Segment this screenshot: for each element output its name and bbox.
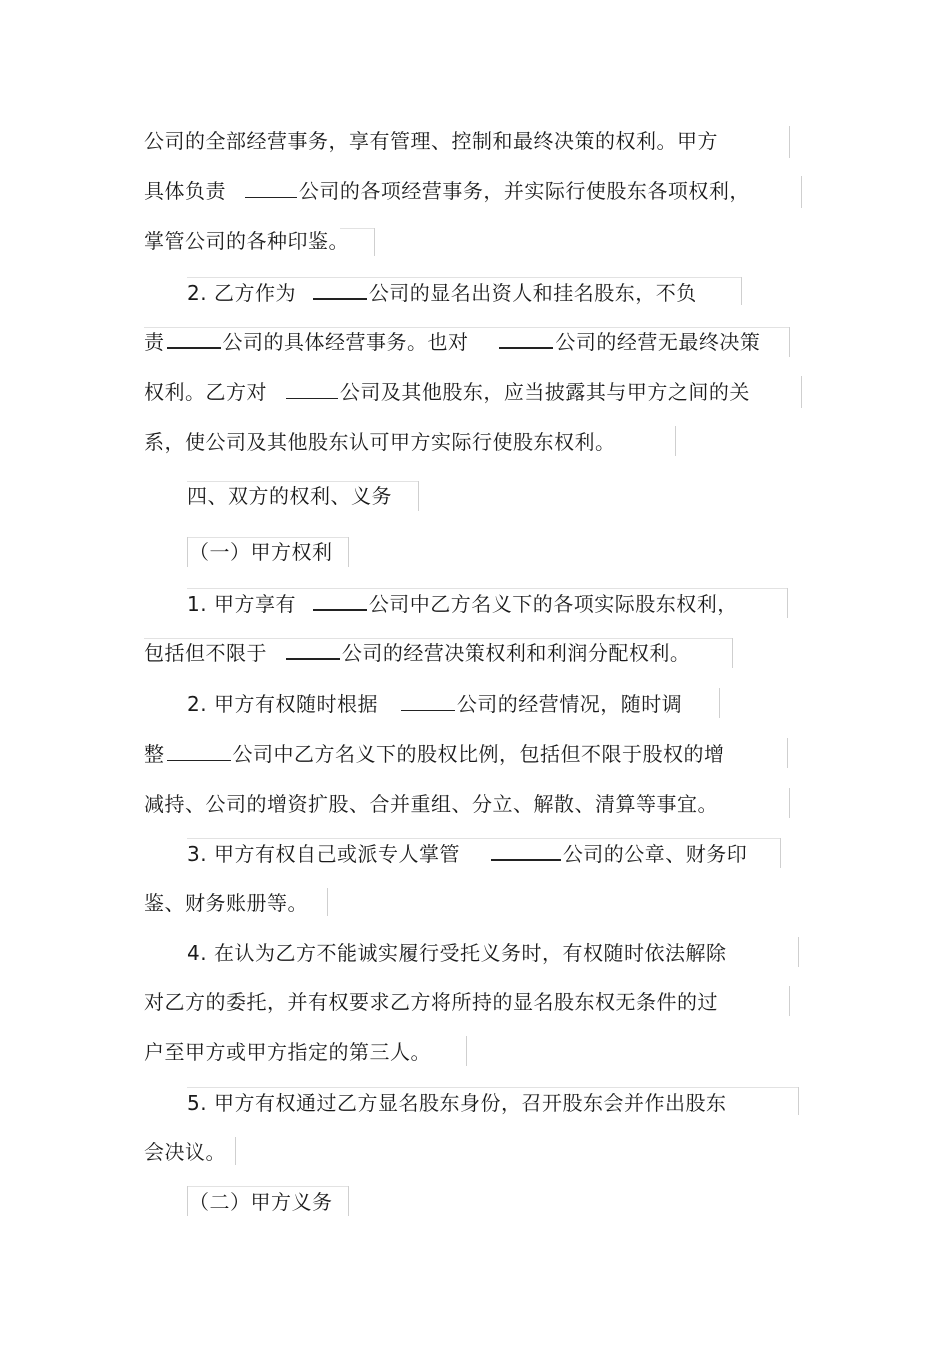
text-line: 5. 甲方有权通过乙方显名股东身份，召开股东会并作出股东 <box>187 1091 727 1115</box>
text-line: 鉴、财务账册等。 <box>144 891 308 915</box>
fill-in-blank <box>245 179 297 198</box>
text-box-edge <box>801 176 802 208</box>
text-box-edge <box>675 426 676 456</box>
text-box-edge <box>780 838 781 868</box>
text-line: 公司的全部经营事务，享有管理、控制和最终决策的权利。甲方 <box>144 129 718 153</box>
text-line: 责 公司的具体经营事务。也对 公司的经营无最终决策 <box>144 330 761 354</box>
text-box-edge <box>732 638 733 668</box>
text-box-edge <box>741 277 742 305</box>
text-box-edge <box>787 738 788 768</box>
text-box-edge <box>801 376 802 408</box>
subsection-heading: （二）甲方义务 <box>189 1190 333 1214</box>
text-box-edge <box>374 228 375 256</box>
text-box-edge <box>348 1186 349 1216</box>
text-line: 包括但不限于 公司的经营决策权利和利润分配权利。 <box>144 641 691 665</box>
text-line: 1. 甲方享有 公司中乙方名义下的各项实际股东权利， <box>187 592 738 616</box>
text-box-edge <box>798 937 799 967</box>
text-line: 权利。乙方对 公司及其他股东，应当披露其与甲方之间的关 <box>144 380 750 404</box>
text-line: 具体负责 公司的各项经营事务，并实际行使股东各项权利， <box>144 179 750 203</box>
text-line: 4. 在认为乙方不能诚实履行受托义务时，有权随时依法解除 <box>187 941 727 965</box>
text-box-edge <box>789 327 790 357</box>
fill-in-blank <box>499 329 553 349</box>
text-line: 会决议。 <box>144 1140 226 1164</box>
text-line: 减持、公司的增资扩股、合并重组、分立、解散、清算等事宜。 <box>144 792 718 816</box>
fill-in-blank <box>313 591 367 611</box>
text-line: 2. 甲方有权随时根据 公司的经营情况，随时调 <box>187 692 683 716</box>
text-box-edge <box>719 688 720 718</box>
text-line: 掌管公司的各种印鉴。 <box>144 229 349 253</box>
text-box-edge <box>787 588 788 618</box>
text-box-edge <box>798 1087 799 1115</box>
text-box-edge <box>789 788 790 818</box>
section-heading: 四、双方的权利、义务 <box>187 484 392 508</box>
text-box-edge <box>789 986 790 1016</box>
text-line: 3. 甲方有权自己或派专人掌管 公司的公章、财务印 <box>187 842 748 866</box>
fill-in-blank <box>286 640 340 660</box>
text-line: 对乙方的委托，并有权要求乙方将所持的显名股东权无条件的过 <box>144 990 718 1014</box>
text-box-edge <box>187 537 188 567</box>
text-box-edge <box>235 1137 236 1165</box>
text-line: 2. 乙方作为 公司的显名出资人和挂名股东，不负 <box>187 281 697 305</box>
fill-in-blank <box>401 692 455 711</box>
text-line: 系，使公司及其他股东认可甲方实际行使股东权利。 <box>144 430 616 454</box>
text-box-edge <box>418 481 419 511</box>
fill-in-blank <box>167 742 231 761</box>
fill-in-blank <box>491 841 561 861</box>
fill-in-blank <box>167 329 221 349</box>
fill-in-blank <box>313 280 367 300</box>
text-box-edge <box>789 126 790 158</box>
text-line: 户至甲方或甲方指定的第三人。 <box>144 1040 431 1064</box>
fill-in-blank <box>286 380 338 399</box>
subsection-heading: （一）甲方权利 <box>189 540 333 564</box>
text-box-edge <box>466 1036 467 1066</box>
text-box-edge <box>327 888 328 916</box>
text-box-edge <box>348 537 349 567</box>
text-box-edge <box>187 1186 188 1216</box>
text-line: 整 公司中乙方名义下的股权比例，包括但不限于股权的增 <box>144 742 725 766</box>
